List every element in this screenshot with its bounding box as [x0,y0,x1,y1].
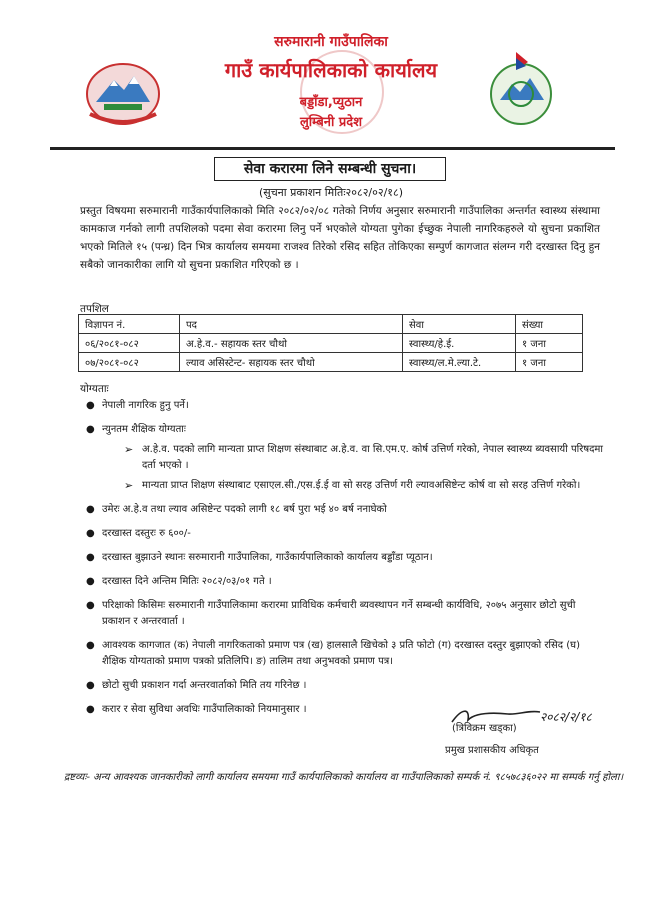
header-divider [50,147,615,150]
bullet-icon: ● [86,528,95,539]
bullet-icon: ● [86,400,95,411]
table-cell: १ जना [516,353,583,372]
table-cell: ०७/२०८१-०८२ [79,353,180,372]
arrow-icon: ➢ [124,443,134,456]
list-item: ● छोटो सुची प्रकाशन गर्दा अन्तरवार्ताको मिति तय गरिनेछ । [86,678,442,694]
bullet-icon: ● [86,704,95,715]
signatory-title: प्रमुख प्रशासकीय अधिकृत [445,745,539,756]
list-item: ● दरखास्त बुझाउने स्थानः सरुमारानी गाउँपालिका, गाउँकार्यपालिकाको कार्यालय बड्डाँडा प्यूठान। [86,550,606,566]
province-name: लुम्बिनी प्रदेश [299,115,363,130]
header-cell: संख्या [516,315,583,334]
bullet-icon: ● [86,504,95,515]
list-item: ● उमेरः अ.हे.व तथा ल्याव असिष्टेन्ट पदको लागी १८ बर्ष पुरा भई ४० बर्ष ननाघेको [86,502,606,518]
signatory-name: (त्रिविक्रम खड्का) [452,723,517,734]
office-name: गाउँ कार्यपालिकाको कार्यालय [224,58,438,82]
list-item: ● न्युनतम शैक्षिक योग्यताः ➢ अ.हे.व. पदको लागि मान्यता प्राप्त शिक्षण संस्थाबाट अ.हे.व. वा सि.एम.ए. कोर्ष उत्तिर्ण गरेको, नेपाल स्वास्थ्य ब्यवसायी परिषदमा दर्ता भएको । ➢ मान्यता प्राप्त शिक्षण संस्थाबाट एसाएल.सी./एस.ई.ई वा सो सरह उत्तिर्ण गरी ल्यावअसिष्टेन्ट कोर्ष वा सो सरह उत्तिर्ण गरेको। [86,422,606,494]
arrow-icon: ➢ [124,479,134,492]
bullet-icon: ● [86,576,95,587]
bullet-icon: ● [86,640,95,651]
header-cell: पद [180,315,403,334]
sub-list-item: ➢ अ.हे.व. पदको लागि मान्यता प्राप्त शिक्षण संस्थाबाट अ.हे.व. वा सि.एम.ए. कोर्ष उत्तिर्ण गरेको, नेपाल स्वास्थ्य ब्यवसायी परिषदमा दर्ता भएको । [124,443,603,471]
municipality-name: सरुमारानी गाउँपालिका [274,34,388,50]
table-cell: १ जना [516,334,583,353]
sub-list-item: ➢ मान्यता प्राप्त शिक्षण संस्थाबाट एसाएल.सी./एस.ई.ई वा सो सरह उत्तिर्ण गरी ल्यावअसिष्टेन्ट कोर्ष वा सो सरह उत्तिर्ण गरेको। [124,479,581,492]
notice-title: सेवा करारमा लिने सम्बन्धी सुचना। [214,157,446,181]
header-cell: विज्ञापन नं. [79,315,180,334]
bullet-icon: ● [86,552,95,563]
vacancy-table [78,314,583,372]
table-cell: स्वास्थ्य/हे.ई. [403,334,516,353]
table-cell: अ.हे.व.- सहायक स्तर चौथो [180,334,403,353]
requirements-list [86,398,606,718]
table-row [79,353,583,372]
signature-date: २०८२/२/१८ [540,710,592,724]
list-item: ● परिक्षाको किसिमः सरुमारानी गाउँपालिकामा करारमा प्राविधिक कर्मचारी ब्यवस्थापन गर्ने सम्बन्धी कार्यविधि, २०७५ अनुसार छोटो सुची प्रकाशन र अन्तरवार्ता । [86,600,576,627]
bullet-icon: ● [86,680,95,691]
bullet-icon: ● [86,600,95,611]
table-cell: ल्याव असिस्टेन्ट- सहायक स्तर चौथो [180,353,403,372]
table-row [79,334,583,353]
list-item: ● दरखास्त दस्तुरः रु ६००/- [86,526,606,542]
footer-note: द्रष्टव्यः- अन्य आवश्यक जानकारीको लागी कार्यालय समयमा गाउँ कार्यपालिकाको कार्यालय वा गाउँपालिकाको सम्पर्क नं. ९८५७८३६०२२ मा सम्पर्क गर्नु होला। [64,772,624,783]
list-item: ● नेपाली नागरिक हुनु पर्ने। [86,398,606,414]
table-header-row [79,315,583,334]
office-address: बड्डाँडा,प्युठान [299,95,363,110]
publication-date: (सुचना प्रकाशन मितिः२०८२/०२/१८) [258,186,404,199]
notice-paragraph: प्रस्तुत विषयमा सरुमारानी गाउँकार्यपालिकाको मिति २०८२/०२/०८ गतेको निर्णय अनुसार सरुमारानी गाउँपालिका अन्तर्गत स्वास्थ्य संस्थामा कामकाज गर्नको लागी तपशिलको पदमा सेवा करारमा लिनु पर्ने भएकोले योग्यता पुगेका ईच्छुक नेपाली नागरिकहरुले यो सुचना प्रकाशित भएको मितिले १५ (पन्ध्र) दिन भित्र कार्यालय समयमा राजश्व तिरेको रसिद सहित तोकिएका सम्पुर्ण कागजात संलग्न गरी दरखास्त दिनु हुन सबैको जानकारीका लागि यो सुचना प्रकाशित गरिएको छ । [80,205,600,271]
list-item: ● करार र सेवा सुविधा अवधिः गाउँपालिकाको नियमानुसार । [86,702,442,718]
table-cell: ०६/२०८१-०८२ [79,334,180,353]
list-item: ● आवश्यक कागजात (क) नेपाली नागरिकताको प्रमाण पत्र (ख) हालसालै खिचेको ३ प्रति फोटो (ग) दरखास्त दस्तुर बुझाएको रसिद (घ) शैक्षिक योग्यताको प्रमाण पत्रको प्रतिलिपि। ङ) तालिम तथा अनुभवको प्रमाण पत्र। [86,640,580,667]
qualification-label: योग्यताः [80,383,109,395]
bullet-icon: ● [86,424,95,435]
details-label: तपशिल [80,303,109,315]
header-cell: सेवा [403,315,516,334]
table-cell: स्वास्थ्य/ल.मे.ल्या.टे. [403,353,516,372]
list-item: ● दरखास्त दिने अन्तिम मितिः २०८२/०३/०१ गते । [86,574,606,590]
